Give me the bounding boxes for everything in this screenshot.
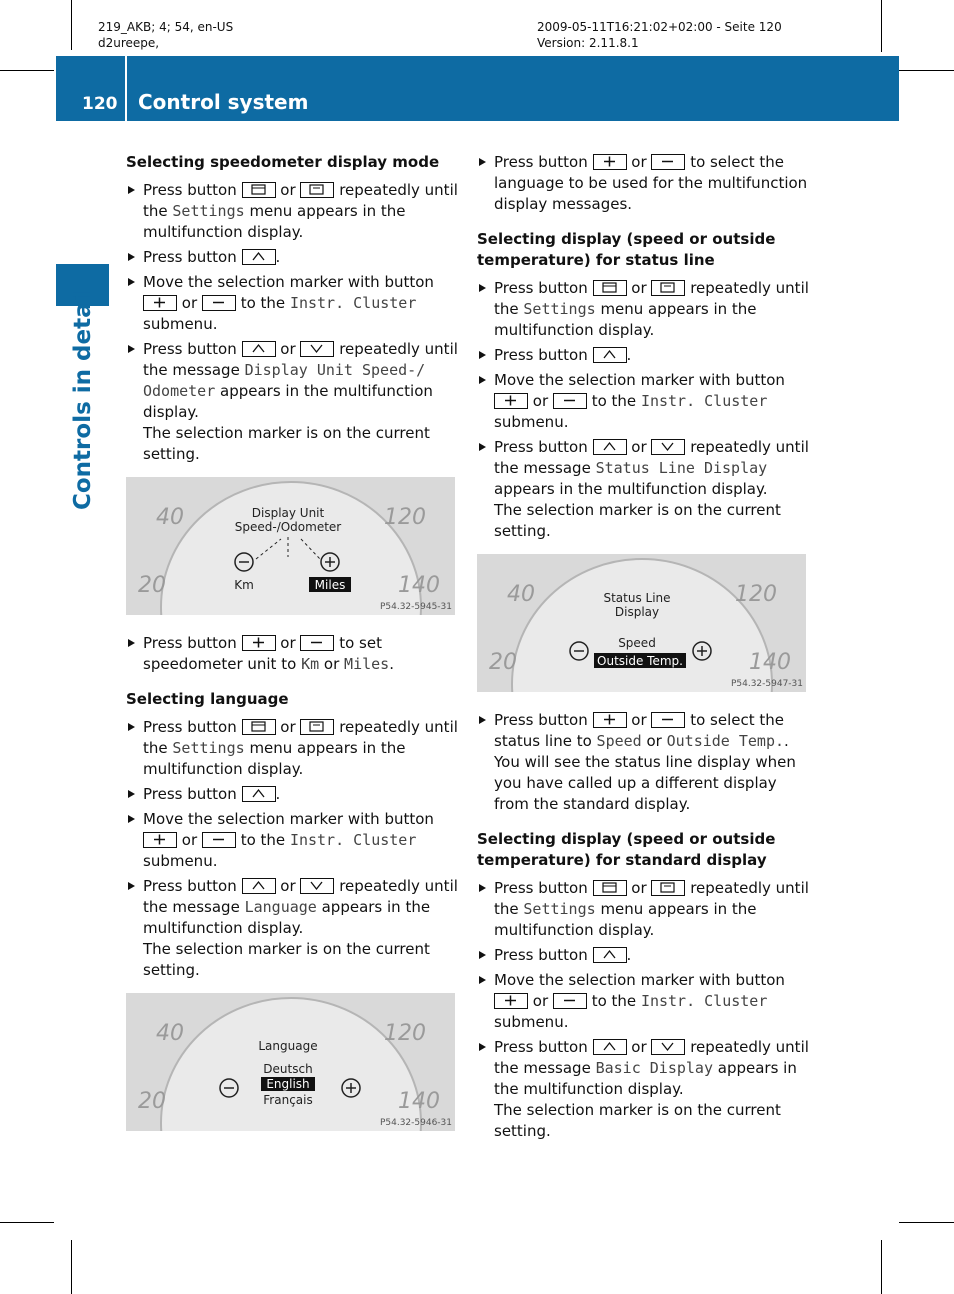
instruction-step: Press button or repeatedly until the Settings menu appears in the multifunction display. [126,180,458,243]
svg-text:120: 120 [384,1021,426,1046]
svg-text:Outside Temp.: Outside Temp. [597,654,683,668]
up-arrow-icon [242,249,276,265]
display-illustration [126,993,455,1131]
crop-mark [899,70,954,71]
crop-mark [881,0,882,52]
down-arrow-icon [651,1039,685,1055]
crop-mark [899,1222,954,1223]
speedometer-display-image [126,477,455,615]
status-line-display-image [477,554,806,692]
plus-icon [593,154,627,170]
svg-text:120: 120 [384,505,426,530]
svg-text:40: 40 [156,505,184,530]
svg-text:40: 40 [156,1021,184,1046]
svg-text:Speed-/Odometer: Speed-/Odometer [234,520,342,534]
svg-text:140: 140 [398,1089,440,1114]
instruction-step: Press button or repeatedly until the message Basic Display appears in the multifunction display. The selection marker is on the current setting. [477,1037,809,1142]
reset-button-icon [593,880,627,896]
instruction-step: Press button . [126,784,458,805]
settings-button-icon [300,182,334,198]
svg-text:Miles: Miles [314,578,346,592]
svg-text:P54.32-5945-31: P54.32-5945-31 [379,602,452,612]
down-arrow-icon [651,439,685,455]
up-arrow-icon [242,341,276,357]
instruction-step: Move the selection marker with button or to the Instr. Cluster submenu. [126,272,458,335]
instruction-step: Press button . [477,345,809,366]
up-arrow-icon [593,947,627,963]
instruction-step: Press button or repeatedly until the message Display Unit Speed-/ Odometer appears in the multifunction display. The selection marker is on the current setting. [126,339,458,465]
crop-mark [0,1222,54,1223]
minus-icon [202,832,236,848]
instruction-step: Press button or repeatedly until the message Language appears in the multifunction display. The selection marker is on the current setting. [126,876,458,981]
plus-icon [593,712,627,728]
settings-button-icon [300,719,334,735]
up-arrow-icon [593,439,627,455]
svg-text:140: 140 [398,573,440,598]
plus-icon [143,295,177,311]
crop-mark [71,1240,72,1294]
plus-icon [242,635,276,651]
instruction-step: Press button or to set speedometer unit to Km or Miles. [126,633,458,675]
plus-icon [494,993,528,1009]
instruction-step: Press button or repeatedly until the Settings menu appears in the multifunction display. [126,717,458,780]
svg-text:20: 20 [138,1089,166,1114]
svg-text:Deutsch: Deutsch [263,1062,313,1076]
reset-button-icon [593,280,627,296]
instruction-step: Press button or to select the language to be used for the multifunction display messages. [477,152,809,215]
instruction-step: Move the selection marker with button or to the Instr. Cluster submenu. [477,970,809,1033]
up-arrow-icon [242,878,276,894]
svg-text:120: 120 [735,582,777,607]
minus-icon [300,635,334,651]
svg-text:40: 40 [507,582,535,607]
plus-icon [143,832,177,848]
section-heading: Selecting display (speed or outside temperature) for status line [477,230,776,269]
settings-button-icon [651,280,685,296]
instruction-step: Press button or repeatedly until the Settings menu appears in the multifunction display. [477,878,809,941]
instruction-step: Move the selection marker with button or to the Instr. Cluster submenu. [477,370,809,433]
reset-button-icon [242,719,276,735]
down-arrow-icon [300,878,334,894]
svg-text:Km: Km [234,578,254,592]
instruction-step: Press button or to select the status line to Speed or Outside Temp.. You will see the status line display when you have called up a different display from the standard display. [477,710,809,815]
crop-mark [881,1240,882,1294]
section-heading: Selecting display (speed or outside temperature) for standard display [477,830,776,869]
reset-button-icon [242,182,276,198]
page-title: Control system [138,90,309,114]
svg-text:P54.32-5947-31: P54.32-5947-31 [730,679,803,689]
svg-text:Display: Display [614,605,660,619]
svg-text:English: English [266,1077,310,1091]
settings-button-icon [651,880,685,896]
svg-text:Display Unit: Display Unit [251,506,325,520]
svg-text:Français: Français [263,1093,313,1107]
page-number: 120 [82,94,118,114]
svg-text:140: 140 [749,650,791,675]
crop-mark [0,70,54,71]
down-arrow-icon [300,341,334,357]
section-heading: Selecting speedometer display mode [126,153,440,171]
up-arrow-icon [242,786,276,802]
svg-text:20: 20 [138,573,166,598]
svg-text:P54.32-5946-31: P54.32-5946-31 [379,1118,452,1128]
minus-icon [651,712,685,728]
display-illustration [126,477,455,615]
instruction-step: Press button or repeatedly until the Settings menu appears in the multifunction display. [477,278,809,341]
display-illustration [477,554,806,692]
instruction-step: Press button or repeatedly until the message Status Line Display appears in the multifunction display. The selection marker is on the current setting. [477,437,809,542]
meta-right: 2009-05-11T16:21:02+02:00 - Seite 120 Version: 2.11.8.1 [537,20,782,50]
left-column [126,152,458,1149]
header-divider [125,56,127,121]
instruction-step: Press button . [477,945,809,966]
minus-icon [553,993,587,1009]
meta-left: 219_AKB; 4; 54, en-US d2ureepe, [98,20,234,50]
minus-icon [202,295,236,311]
minus-icon [553,393,587,409]
instruction-step: Move the selection marker with button or to the Instr. Cluster submenu. [126,809,458,872]
svg-text:Status Line: Status Line [603,591,671,605]
svg-text:Language: Language [258,1039,318,1053]
svg-text:20: 20 [489,650,517,675]
plus-icon [494,393,528,409]
right-column [477,152,809,1146]
up-arrow-icon [593,347,627,363]
language-display-image [126,993,455,1131]
up-arrow-icon [593,1039,627,1055]
instruction-step: Press button . [126,247,458,268]
crop-mark [71,0,72,50]
side-tab-label: Controls in detail [70,286,96,510]
svg-text:Speed: Speed [618,636,656,650]
section-heading: Selecting language [126,690,289,708]
minus-icon [651,154,685,170]
